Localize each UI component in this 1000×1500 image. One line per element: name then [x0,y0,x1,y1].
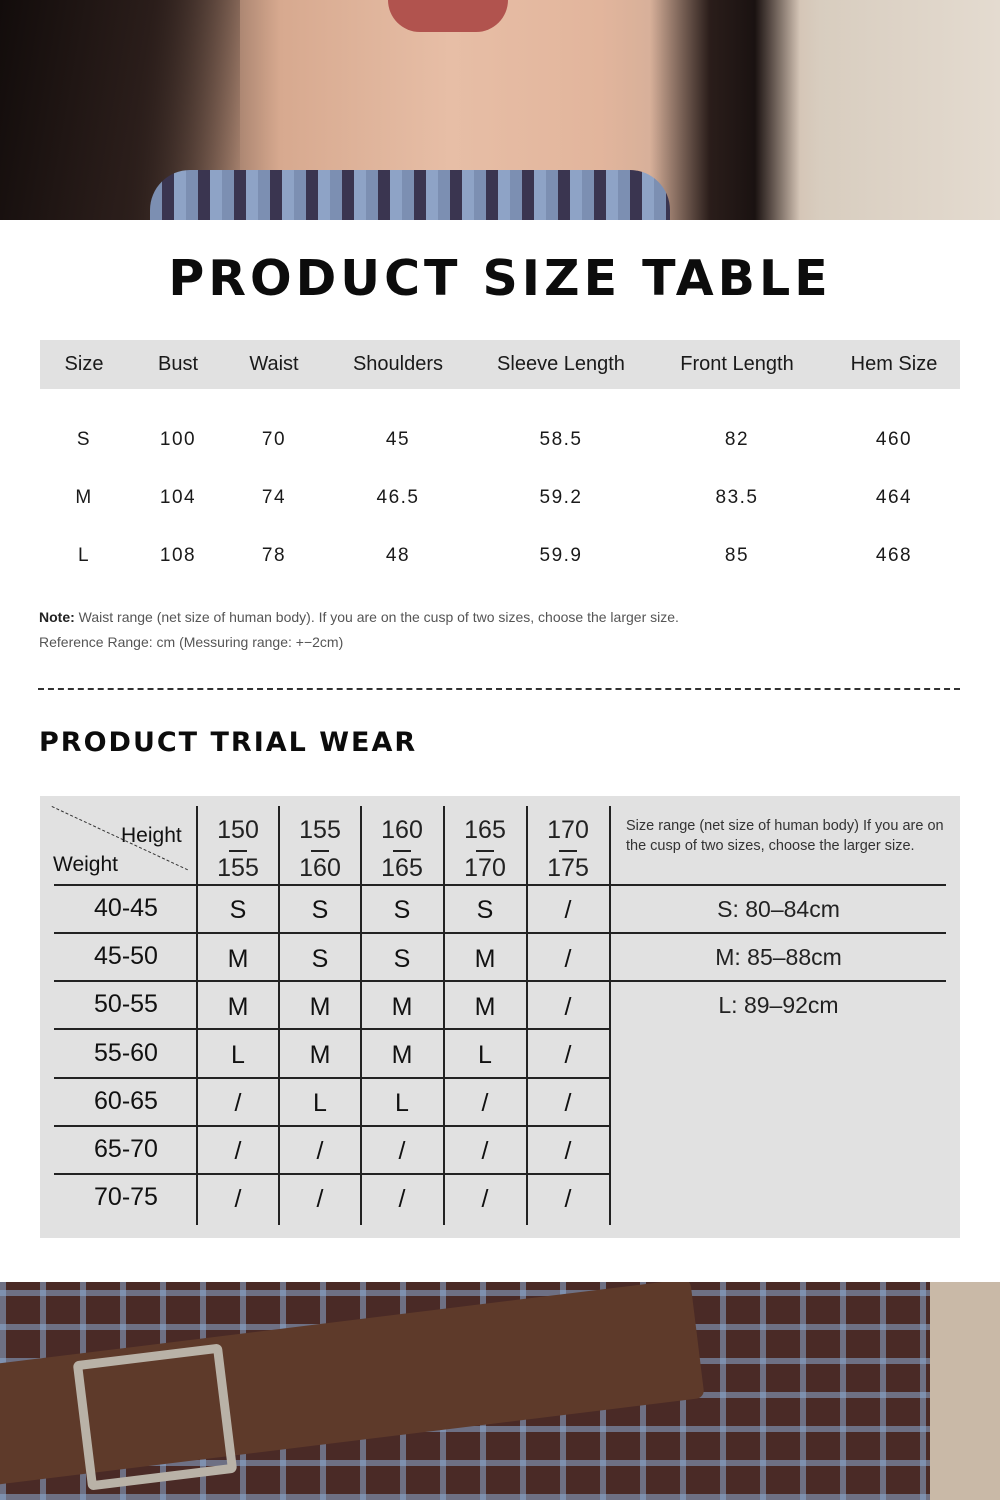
size-cell: / [234,1137,242,1165]
size-cell: L [478,1041,492,1069]
weight-cell: 40-45 [94,894,158,922]
range-dash [393,850,411,852]
size-cell: / [564,1041,572,1069]
table-cell: 59.9 [539,545,583,566]
size-cell: S [311,945,329,973]
size-cell: / [398,1185,406,1213]
size-cell: / [564,1137,572,1165]
table-cell: 468 [875,545,913,566]
table-cell: 108 [159,545,197,566]
size-cell: / [481,1137,489,1165]
trial-wear-title: PRODUCT TRIAL WEAR [39,727,418,758]
range-dash [559,850,577,852]
table-row [40,469,960,527]
grid-line [54,884,946,886]
plaid-collar [150,170,670,220]
size-cell: S [311,896,329,924]
size-note [39,605,679,655]
model-photo-top [0,0,1000,220]
size-cell: S [476,896,494,924]
range-dash [311,850,329,852]
size-cell: / [564,1089,572,1117]
size-cell: / [564,1185,572,1213]
height-from: 150 [217,816,259,844]
trial-wear-table [40,796,960,1238]
size-cell: S [229,896,247,924]
height-from: 155 [299,816,341,844]
header-cell: Waist [249,353,299,375]
size-cell: / [564,945,572,973]
weight-cell: 70-75 [94,1183,158,1211]
size-cell: S [393,896,411,924]
table-cell: 85 [724,545,750,566]
table-cell: M [75,487,93,508]
size-range-note: Size range (net size of human body) If you are on the cusp of two sizes, choose the larger size. [626,818,944,854]
size-cell: M [309,993,331,1021]
size-cell: L [395,1089,409,1117]
height-to: 155 [217,853,259,882]
table-row [40,411,960,469]
size-table [40,340,960,585]
size-table-header [40,340,960,389]
size-cell: / [234,1185,242,1213]
header-cell: Front Length [680,353,794,375]
table-row [40,527,960,585]
size-cell: L [313,1089,327,1117]
table-cell: 70 [261,429,287,450]
hair-right [650,0,800,220]
size-table-title: PRODUCT SIZE TABLE [168,250,832,307]
size-cell: / [316,1185,324,1213]
size-cell: M [309,1041,331,1069]
table-cell: 460 [875,429,913,450]
height-header [197,812,279,887]
table-cell: 74 [261,487,287,508]
table-cell: 83.5 [715,487,759,508]
note-text: Waist range (net size of human body). If you are on the cusp of two sizes, choose the larger size. [74,609,679,625]
weight-cell: 45-50 [94,942,158,970]
model-photo-bottom [0,1282,1000,1500]
header-cell: Hem Size [850,353,938,375]
table-cell: 464 [875,487,913,508]
size-cell: M [227,993,249,1021]
height-header [444,812,526,887]
height-to: 165 [381,853,423,882]
table-cell: 78 [261,545,287,566]
size-cell: L [231,1041,245,1069]
size-cell: / [234,1089,242,1117]
range-dash [229,850,247,852]
size-cell: / [481,1089,489,1117]
lips [388,0,508,32]
size-cell: M [474,993,496,1021]
size-cell: M [391,1041,413,1069]
background [930,1282,1000,1500]
table-cell: 48 [385,545,411,566]
size-cell: / [564,993,572,1021]
size-cell: M [227,945,249,973]
table-cell: 46.5 [376,487,420,508]
height-to: 175 [547,853,589,882]
table-cell: S [76,429,92,450]
size-range-m: M: 85–88cm [715,944,842,970]
height-header [527,812,609,887]
weight-cell: 60-65 [94,1087,158,1115]
weight-cell: 65-70 [94,1135,158,1163]
header-cell: Sleeve Length [497,353,625,375]
note-label: Note: [39,609,75,625]
table-cell: 82 [724,429,750,450]
height-header [361,812,443,887]
header-cell: Shoulders [352,353,444,375]
height-from: 160 [381,816,423,844]
belt-buckle [73,1343,238,1490]
size-cell: S [393,945,411,973]
height-from: 170 [547,816,589,844]
grid-line [54,932,946,934]
corner-height-label: Height [121,824,182,847]
size-cell: M [391,993,413,1021]
reference-range: Reference Range: cm (Messuring range: +−2cm) [39,634,344,650]
size-cell: / [564,896,572,924]
weight-cell: 50-55 [94,990,158,1018]
grid-line [54,1125,610,1127]
table-cell: 45 [385,429,411,450]
range-dash [476,850,494,852]
size-range-s: S: 80–84cm [717,896,840,922]
height-from: 165 [464,816,506,844]
table-cell: 58.5 [539,429,583,450]
weight-cell: 55-60 [94,1039,158,1067]
size-cell: / [398,1137,406,1165]
table-cell: 59.2 [539,487,583,508]
size-table-body [40,411,960,585]
table-cell: L [77,545,91,566]
dashed-divider [38,688,960,690]
grid-line [54,980,946,982]
table-cell: 104 [159,487,197,508]
grid-line [54,1077,610,1079]
size-cell: M [474,945,496,973]
grid-line [54,1173,610,1175]
height-to: 160 [299,853,341,882]
size-cell: / [316,1137,324,1165]
height-to: 170 [464,853,506,882]
table-cell: 100 [159,429,197,450]
grid-line [54,1028,610,1030]
size-range-l: L: 89–92cm [718,992,839,1018]
height-header [279,812,361,887]
header-cell: Bust [157,353,199,375]
size-cell: / [481,1185,489,1213]
corner-weight-label: Weight [53,853,118,876]
header-cell: Size [64,353,104,375]
